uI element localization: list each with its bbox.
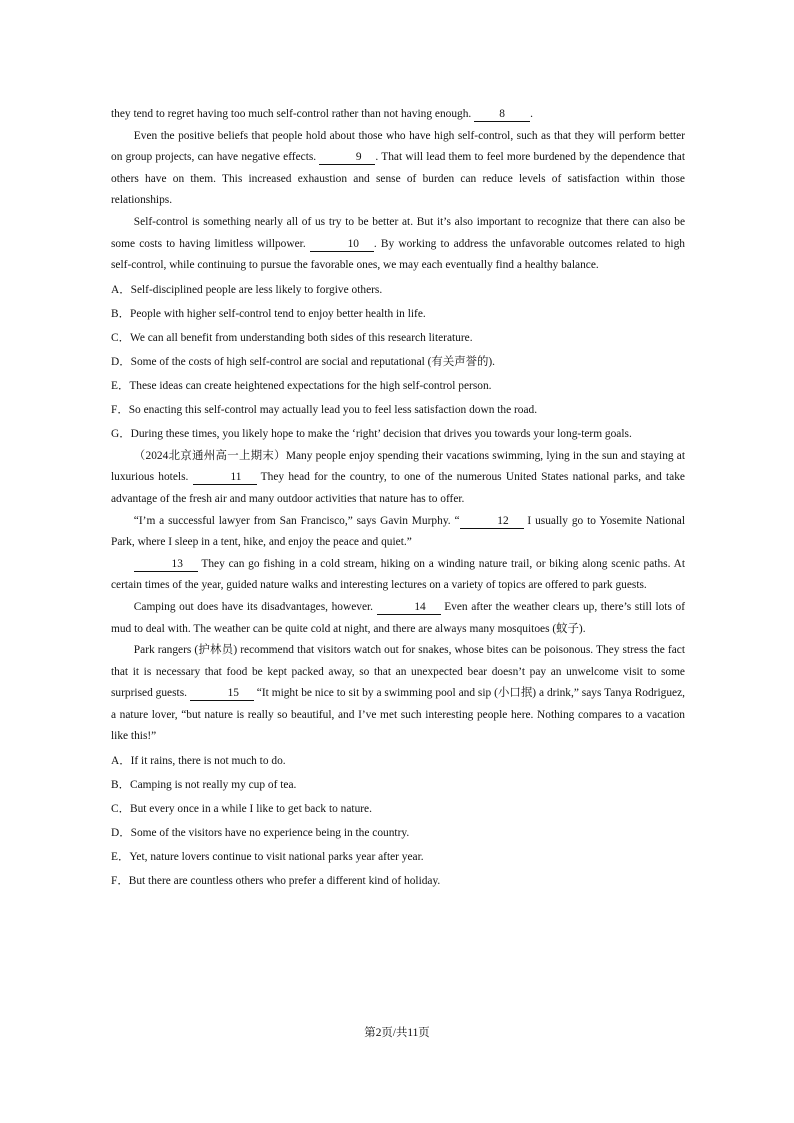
option-f[interactable]: F．But there are countless others who prefer a different kind of holiday.	[111, 875, 441, 888]
paragraph-text: “It might be nice to sit by a swimming pool and sip (小口抿) a drink,” says Tanya Rodriguez, a nature lover, “but nature is really so beautiful, and I’ve met such interesting people here. Nothing compares to a vacation like this!”	[111, 687, 685, 743]
document-page	[111, 104, 685, 893]
option-a[interactable]: A．If it rains, there is not much to do.	[111, 755, 286, 768]
passage2-paragraph-2	[111, 511, 685, 554]
passage2-paragraph-4	[111, 597, 685, 640]
passage1-paragraph-0	[111, 104, 685, 126]
paragraph-text: . That will lead them to feel more burdened by the dependence that others have on them. This increased exhaustion and sense of burden can reduce levels of satisfaction within those relationships.	[111, 151, 685, 207]
option-d[interactable]: D．Some of the costs of high self-control are social and reputational (有关声誉的).	[111, 355, 496, 368]
passage2-paragraph-3	[111, 554, 685, 597]
paragraph-text: （2024北京通州高一上期末）Many people enjoy spending their vacations swimming, lying in the sun and staying at luxurious hotels.	[111, 449, 685, 484]
paragraph-text: Even the positive beliefs that people hold about those who have high self-control, such as that they will perform better on group projects, can have negative effects.	[111, 129, 685, 164]
passage2-paragraph-5	[111, 640, 685, 748]
option-f[interactable]: F．So enacting this self-control may actually lead you to feel less satisfaction down the road.	[111, 403, 538, 416]
option-e[interactable]: E．Yet, nature lovers continue to visit national parks year after year.	[111, 851, 424, 864]
option-a[interactable]: A．Self-disciplined people are less likely to forgive others.	[111, 283, 383, 296]
blank-11[interactable]: 11	[193, 470, 257, 485]
paragraph-text: “I’m a successful lawyer from San Francisco,” says Gavin Murphy. “	[133, 514, 460, 527]
passage1-paragraph-1	[111, 126, 685, 212]
paragraph-text: Camping out does have its disadvantages, however.	[133, 600, 377, 613]
blank-10[interactable]: 10	[310, 237, 374, 252]
passage2-paragraph-1	[111, 446, 685, 511]
page-footer: 第2页/共11页	[364, 1027, 430, 1039]
option-b[interactable]: B．People with higher self-control tend to enjoy better health in life.	[111, 307, 426, 320]
paragraph-text: they tend to regret having too much self-control rather than not having enough.	[111, 108, 475, 120]
blank-8[interactable]: 8	[474, 107, 530, 122]
paragraph-text: Park rangers (护林员) recommend that visitors watch out for snakes, whose bites can be poisonous. They stress the fact that it is necessary that food be kept packed away, so that an unexpected bear doesn’t pay an unwelcome visit to some surprised guests.	[111, 644, 685, 700]
passage1-options	[111, 278, 685, 446]
option-c[interactable]: C．We can all benefit from understanding both sides of this research literature.	[111, 331, 473, 344]
option-c[interactable]: C．But every once in a while I like to get back to nature.	[111, 803, 372, 816]
option-d[interactable]: D．Some of the visitors have no experience being in the country.	[111, 827, 410, 840]
blank-13[interactable]: 13	[134, 557, 198, 572]
paragraph-text: They can go fishing in a cold stream, hiking on a winding nature trail, or biking along scenic paths. At certain times of the year, guided nature walks and interesting lectures on a variety of topics are offered to park guests.	[111, 557, 685, 592]
option-b[interactable]: B．Camping is not really my cup of tea.	[111, 779, 297, 792]
option-e[interactable]: E．These ideas can create heightened expectations for the high self-control person.	[111, 379, 492, 392]
paragraph-text: Self-control is something nearly all of us try to be better at. But it’s also important to recognize that there can also be some costs to having limitless willpower.	[111, 215, 685, 250]
passage2-options	[111, 749, 685, 893]
paragraph-text: .	[530, 108, 533, 120]
blank-12[interactable]: 12	[460, 514, 524, 529]
paragraph-text: They head for the country, to one of the numerous United States national parks, and take advantage of the fresh air and many outdoor activities that nature has to offer.	[111, 471, 685, 505]
paragraph-text: . By working to address the unfavorable outcomes related to high self-control, while continuing to pursue the favorable ones, we may each eventually find a healthy balance.	[111, 237, 685, 272]
blank-9[interactable]: 9	[319, 150, 375, 165]
blank-14[interactable]: 14	[377, 600, 441, 615]
option-g[interactable]: G．During these times, you likely hope to make the ‘right’ decision that drives you towards your long-term goals.	[111, 427, 632, 440]
blank-15[interactable]: 15	[190, 686, 254, 701]
paragraph-text: I usually go to Yosemite National Park, where I sleep in a tent, hike, and enjoy the peace and quiet.”	[111, 514, 685, 549]
passage1-paragraph-2	[111, 212, 685, 277]
paragraph-text: Even after the weather clears up, there’s still lots of mud to deal with. The weather can be quite cold at night, and there are always many mosquitoes (蚊子).	[111, 600, 685, 635]
